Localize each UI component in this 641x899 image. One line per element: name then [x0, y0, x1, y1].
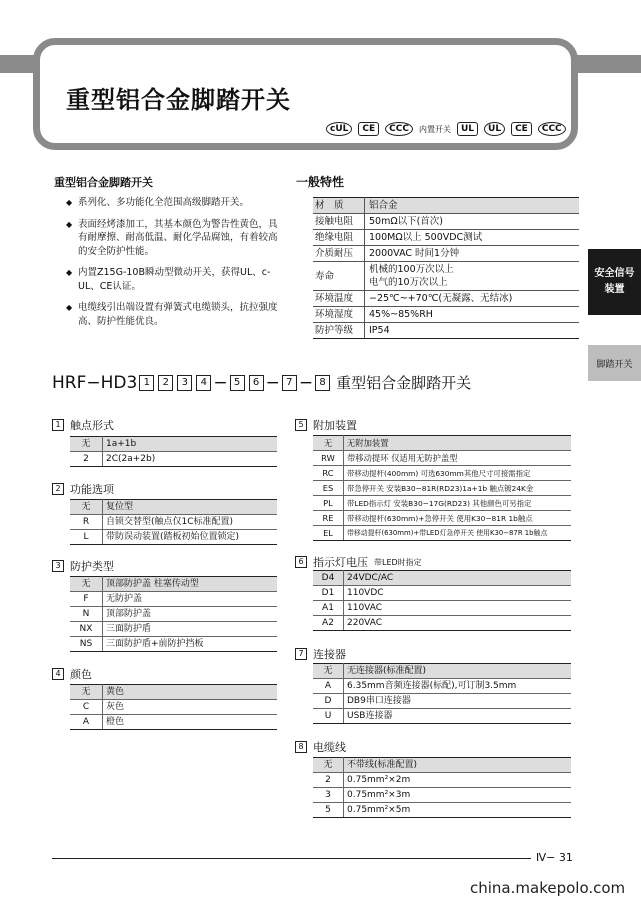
- option-code: 无: [70, 437, 103, 452]
- tab-safety-signal[interactable]: [588, 249, 641, 315]
- table-row: [313, 586, 571, 601]
- tab-foot-switch-label: 脚踏开关: [596, 359, 633, 370]
- general-key: 介质耐压: [313, 246, 365, 262]
- option-desc: 110VAC: [344, 601, 572, 616]
- bullet-item: ◆ 内置Z15G-10B瞬动型微动开关，获得UL、c-UL、CE认证。: [66, 266, 284, 293]
- section-connector-table: [313, 663, 571, 724]
- option-code: A: [70, 715, 103, 730]
- ul-mark-icon: UL: [457, 122, 478, 136]
- option-code: EL: [313, 526, 344, 541]
- section-contact-heading: [52, 417, 114, 433]
- table-row: [313, 198, 579, 214]
- option-code: 2: [313, 773, 344, 788]
- section-connector-heading: [295, 646, 346, 662]
- section-number: 7: [295, 648, 307, 660]
- table-row: [313, 601, 571, 616]
- intro-title: 重型铝合金脚踏开关: [54, 176, 153, 189]
- option-desc: 带急停开关 安装B30−81R(RD23)1a+1b 触点镀24K金: [344, 481, 572, 496]
- table-row: [70, 577, 277, 592]
- option-desc: 无附加装置: [344, 436, 572, 451]
- option-code: PL: [313, 496, 344, 511]
- option-desc: DB9串口连接器: [344, 694, 572, 709]
- option-desc: 24VDC/AC: [344, 571, 572, 586]
- option-code: D4: [313, 571, 344, 586]
- option-code: 2: [70, 452, 103, 467]
- section-number: 1: [52, 419, 64, 431]
- model-slot: 1: [139, 375, 154, 391]
- table-row: [313, 773, 571, 788]
- table-row: [313, 230, 579, 246]
- option-desc: 带移动提杆(400mm) 可选630mm其他尺寸可接需指定: [344, 466, 572, 481]
- table-row: [313, 451, 571, 466]
- model-dash: −: [298, 372, 314, 393]
- option-desc: 无连接器(标准配置): [344, 664, 572, 679]
- option-desc: 三面防护盾: [103, 622, 278, 637]
- general-key: 防护等级: [313, 323, 365, 339]
- footer-divider: [52, 858, 531, 859]
- section-cable-table: [313, 757, 571, 818]
- general-key: 寿命: [313, 262, 365, 291]
- table-row: [313, 758, 571, 773]
- table-row: [313, 291, 579, 307]
- table-row: [70, 700, 277, 715]
- option-code: A1: [313, 601, 344, 616]
- option-desc: 110VDC: [344, 586, 572, 601]
- model-dash: −: [213, 372, 228, 393]
- general-table: [313, 197, 579, 339]
- model-slot: 4: [196, 375, 211, 391]
- option-desc: 带移动提环 仅适用无防护盖型: [344, 451, 572, 466]
- table-row: [70, 592, 277, 607]
- option-desc: 三面防护盾+前防护挡板: [103, 637, 278, 652]
- table-row: [70, 685, 277, 700]
- ce-mark-icon: CE: [358, 122, 379, 136]
- model-slot: 2: [158, 375, 173, 391]
- section-color-table: [70, 684, 277, 730]
- general-key: 绝缘电阻: [313, 230, 365, 246]
- builtin-switch-label: 内置开关: [418, 124, 451, 134]
- option-desc: 黄色: [103, 685, 278, 700]
- section-number: 6: [295, 556, 307, 568]
- general-value: 铝合金: [365, 198, 580, 214]
- section-accessory-heading: [295, 417, 357, 433]
- table-row: [313, 496, 571, 511]
- table-row: [70, 437, 277, 452]
- option-desc: 带LED指示灯 安装B30−17G(RD23) 其他颜色可另指定: [344, 496, 572, 511]
- general-value: 机械的100万次以上 电气的10万次以上: [365, 262, 580, 291]
- section-indicator-heading: [295, 554, 422, 570]
- option-desc: 不带线(标准配置): [344, 758, 572, 773]
- general-key: 环境湿度: [313, 307, 365, 323]
- option-desc: USB连接器: [344, 709, 572, 724]
- option-code: U: [313, 709, 344, 724]
- table-row: [70, 500, 277, 515]
- bullet-item: ◆ 表面经烤漆加工，其基本颜色为警告性黄色，具有耐摩擦、耐高低温、耐化学品腐蚀，有着较高的安全防护性能。: [66, 218, 284, 259]
- option-code: A: [313, 679, 344, 694]
- general-value: IP54: [365, 323, 580, 339]
- table-row: [313, 571, 571, 586]
- option-code: 无: [70, 577, 103, 592]
- model-slot: 6: [249, 375, 264, 391]
- ccc-mark-2-icon: CCC: [538, 122, 566, 136]
- option-desc: 220VAC: [344, 616, 572, 631]
- option-desc: 顶部防护盖: [103, 607, 278, 622]
- section-function-table: [70, 499, 277, 545]
- model-slot: 3: [177, 375, 192, 391]
- table-row: [70, 452, 277, 467]
- table-row: [70, 530, 277, 545]
- table-row: [70, 515, 277, 530]
- option-desc: 自锁交替型(触点仅1C标准配置): [103, 515, 278, 530]
- option-code: 5: [313, 803, 344, 818]
- option-code: 无: [70, 685, 103, 700]
- option-code: 无: [313, 436, 344, 451]
- option-code: N: [70, 607, 103, 622]
- option-desc: 带移动提杆(630mm)+急停开关 使用K30−81R 1b触点: [344, 511, 572, 526]
- table-row: [70, 622, 277, 637]
- ul-mark-2-icon: UL: [484, 122, 505, 136]
- option-code: 无: [313, 664, 344, 679]
- section-title: 连接器: [313, 648, 346, 661]
- option-desc: 顶部防护盖 柱塞传动型: [103, 577, 278, 592]
- section-title: 电缆线: [313, 741, 346, 754]
- tab-foot-switch[interactable]: [588, 345, 641, 381]
- option-code: A2: [313, 616, 344, 631]
- model-slot: 8: [315, 375, 330, 391]
- option-code: 无: [70, 500, 103, 515]
- table-row: [313, 436, 571, 451]
- table-row: [313, 526, 571, 541]
- section-title: 功能选项: [70, 483, 114, 496]
- table-row: [313, 616, 571, 631]
- option-desc: 0.75mm²×3m: [344, 788, 572, 803]
- table-row: [313, 709, 571, 724]
- intro-bullets: [66, 196, 284, 336]
- option-code: C: [70, 700, 103, 715]
- section-number: 8: [295, 741, 307, 753]
- option-desc: 1a+1b: [103, 437, 278, 452]
- table-row: [313, 679, 571, 694]
- option-desc: 0.75mm²×5m: [344, 803, 572, 818]
- section-accessory-table: [313, 435, 571, 541]
- option-desc: 无防护盖: [103, 592, 278, 607]
- general-value: 45%~85%RH: [365, 307, 580, 323]
- model-suffix: 重型铝合金脚踏开关: [336, 374, 472, 392]
- option-desc: 带防误动装置(踏板初始位置锁定): [103, 530, 278, 545]
- option-code: NX: [70, 622, 103, 637]
- option-desc: 带移动提杆(630mm)+带LED灯急停开关 使用K30−87R 1b触点: [344, 526, 572, 541]
- option-code: L: [70, 530, 103, 545]
- general-key: 材 质: [313, 198, 365, 214]
- option-desc: 复位型: [103, 500, 278, 515]
- certification-marks: [326, 122, 566, 136]
- option-code: RC: [313, 466, 344, 481]
- table-row: [313, 481, 571, 496]
- section-contact-table: [70, 436, 277, 467]
- section-protection-heading: [52, 558, 114, 574]
- table-row: [313, 803, 571, 818]
- table-row: [70, 607, 277, 622]
- section-indicator-table: [313, 570, 571, 631]
- option-desc: 橙色: [103, 715, 278, 730]
- section-note: 带LED时指定: [374, 557, 422, 567]
- option-code: ES: [313, 481, 344, 496]
- cul-mark-icon: cUL: [326, 122, 352, 136]
- section-color-heading: [52, 666, 92, 682]
- bullet-item: ◆ 系列化、多功能化全范围高级脚踏开关。: [66, 196, 284, 210]
- ccc-mark-icon: CCC: [385, 122, 413, 136]
- section-title: 指示灯电压: [313, 556, 368, 569]
- model-code: [52, 372, 471, 393]
- option-code: R: [70, 515, 103, 530]
- section-function-heading: [52, 481, 114, 497]
- general-title: 一般特性: [296, 175, 345, 189]
- general-key: 环境温度: [313, 291, 365, 307]
- table-row: [313, 262, 579, 291]
- general-value: −25℃~+70℃(无凝露、无结冰): [365, 291, 580, 307]
- section-number: 5: [295, 419, 307, 431]
- option-code: RW: [313, 451, 344, 466]
- section-title: 防护类型: [70, 560, 114, 573]
- table-row: [313, 511, 571, 526]
- model-prefix: HRF−HD3: [52, 372, 138, 393]
- option-desc: 6.35mm音频连接器(标配),可订制3.5mm: [344, 679, 572, 694]
- table-row: [313, 323, 579, 339]
- tab-safety-signal-label: 安全信号 装置: [594, 268, 635, 295]
- table-row: [313, 664, 571, 679]
- general-value: 2000VAC 时间1分钟: [365, 246, 580, 262]
- table-row: [313, 466, 571, 481]
- option-code: F: [70, 592, 103, 607]
- section-title: 触点形式: [70, 419, 114, 432]
- model-slot: 7: [282, 375, 297, 391]
- section-protection-table: [70, 576, 277, 652]
- table-row: [313, 246, 579, 262]
- bullet-item: ◆ 电缆线引出端设置有弹簧式电缆锁头，抗拉强度高、防护性能优良。: [66, 301, 284, 328]
- option-code: D1: [313, 586, 344, 601]
- table-row: [313, 307, 579, 323]
- section-number: 2: [52, 483, 64, 495]
- section-title: 附加装置: [313, 419, 357, 432]
- section-number: 4: [52, 668, 64, 680]
- table-row: [313, 694, 571, 709]
- table-row: [70, 715, 277, 730]
- section-title: 颜色: [70, 668, 92, 681]
- option-code: 3: [313, 788, 344, 803]
- option-desc: 灰色: [103, 700, 278, 715]
- general-value: 100MΩ以上 500VDC测试: [365, 230, 580, 246]
- model-dash: −: [265, 372, 280, 393]
- watermark: china.makepolo.com: [470, 879, 626, 897]
- option-code: D: [313, 694, 344, 709]
- option-code: NS: [70, 637, 103, 652]
- option-code: RE: [313, 511, 344, 526]
- model-slot: 5: [230, 375, 245, 391]
- ce-mark-2-icon: CE: [511, 122, 532, 136]
- page-title: 重型铝合金脚踏开关: [66, 86, 291, 114]
- table-row: [313, 214, 579, 230]
- general-key: 接触电阻: [313, 214, 365, 230]
- option-desc: 0.75mm²×2m: [344, 773, 572, 788]
- page-number: Ⅳ− 31: [536, 851, 573, 864]
- option-code: 无: [313, 758, 344, 773]
- general-value: 50mΩ以下(首次): [365, 214, 580, 230]
- section-number: 3: [52, 560, 64, 572]
- option-desc: 2C(2a+2b): [103, 452, 278, 467]
- table-row: [70, 637, 277, 652]
- section-cable-heading: [295, 739, 346, 755]
- table-row: [313, 788, 571, 803]
